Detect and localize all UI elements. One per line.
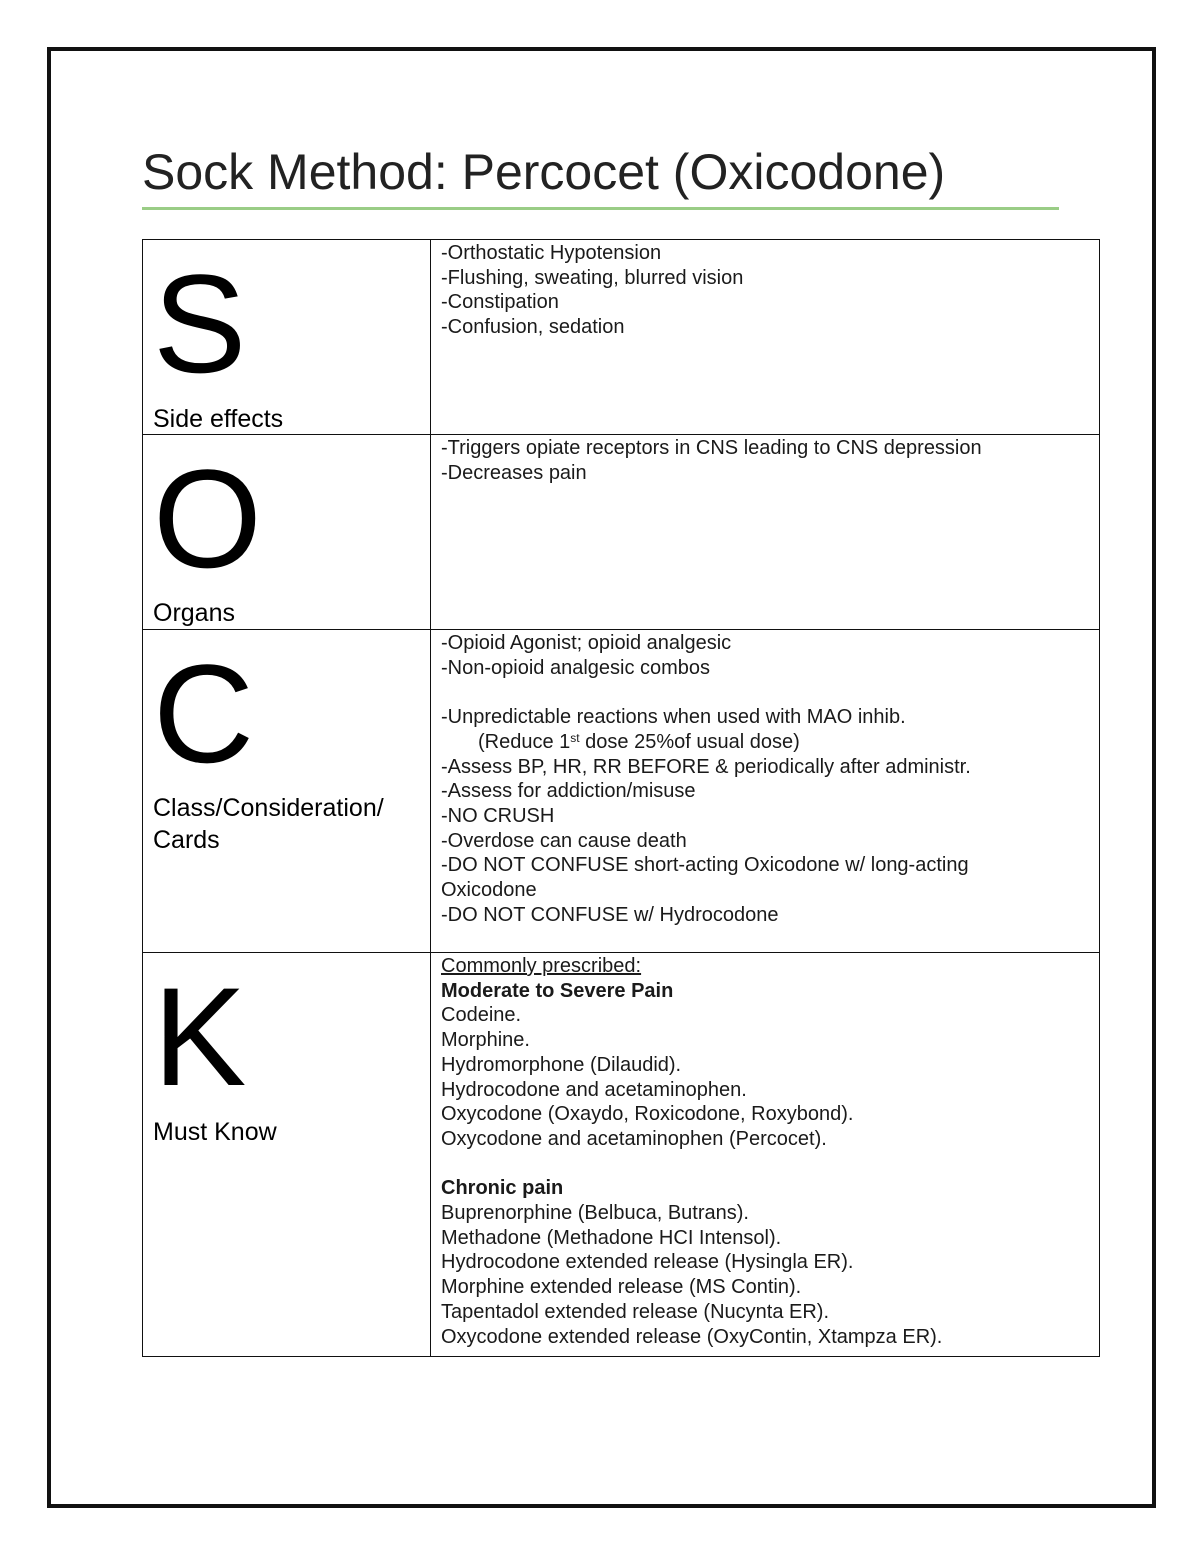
side-effects-content (431, 240, 1099, 434)
list-item: Methadone (Methadone HCI Intensol). (441, 1226, 782, 1249)
moderate-pain-heading: Moderate to Severe Pain (441, 979, 674, 1002)
list-item: Morphine extended release (MS Contin). (441, 1276, 802, 1299)
list-item: -Constipation (441, 291, 559, 314)
list-item: Oxycodone (Oxaydo, Roxicodone, Roxybond). (441, 1103, 854, 1126)
sock-letter-c: C (153, 635, 255, 792)
class-content (431, 630, 1099, 952)
list-item: Buprenorphine (Belbuca, Butrans). (441, 1202, 749, 1225)
list-item: Morphine. (441, 1029, 530, 1052)
list-item-continuation: Oxicodone (441, 879, 537, 902)
list-item: Codeine. (441, 1004, 522, 1027)
sock-label-class-line2: Cards (153, 826, 220, 854)
sock-letter-cell-s (143, 240, 431, 434)
list-item: -Assess for addiction/misuse (441, 780, 696, 803)
list-item: -NO CRUSH (441, 804, 555, 827)
sock-letter-cell-k (143, 953, 431, 1356)
list-item-note (441, 730, 1089, 755)
sock-letter-k: K (153, 958, 247, 1115)
blank-line (441, 1152, 1089, 1177)
table-row-organs (143, 435, 1099, 630)
commonly-prescribed-heading: Commonly prescribed: (441, 955, 642, 977)
list-item: Oxycodone and acetaminophen (Percocet). (441, 1127, 827, 1150)
sock-table (142, 239, 1100, 1357)
list-item: -Opioid Agonist; opioid analgesic (441, 632, 732, 654)
list-item: Hydrocodone and acetaminophen. (441, 1078, 747, 1101)
list-item: -Unpredictable reactions when used with MAO inhib. (441, 706, 906, 729)
list-item: -Assess BP, HR, RR BEFORE & periodically after administr. (441, 755, 971, 778)
note-text-start: (Reduce 1 (478, 730, 571, 753)
list-item: -Overdose can cause death (441, 829, 687, 852)
sock-letter-o: O (153, 440, 262, 597)
list-item: Tapentadol extended release (Nucynta ER). (441, 1300, 830, 1323)
sock-letter-cell-c (143, 630, 431, 952)
organs-content (431, 435, 1099, 629)
list-item: Oxycodone extended release (OxyContin, Xtampza ER). (441, 1325, 943, 1348)
sock-label-must-know: Must Know (153, 1118, 277, 1146)
list-item: -Non-opioid analgesic combos (441, 656, 711, 679)
title-underline (142, 207, 1059, 210)
ordinal-superscript: st (570, 730, 580, 745)
sock-letter-cell-o (143, 435, 431, 629)
sock-label-side-effects: Side effects (153, 405, 284, 433)
list-item: -Triggers opiate receptors in CNS leading to CNS depression (441, 437, 982, 459)
table-row-side-effects (143, 240, 1099, 435)
must-know-content (431, 953, 1099, 1356)
sock-label-organs: Organs (153, 599, 235, 627)
list-item: -DO NOT CONFUSE w/ Hydrocodone (441, 903, 779, 926)
sock-label-class-line1: Class/Consideration/ (153, 794, 384, 822)
list-item: -Decreases pain (441, 461, 587, 484)
list-item: Hydromorphone (Dilaudid). (441, 1053, 682, 1076)
list-item: Hydrocodone extended release (Hysingla ER). (441, 1251, 854, 1274)
chronic-pain-heading: Chronic pain (441, 1177, 564, 1200)
list-item: -DO NOT CONFUSE short-acting Oxicodone w/ long-acting (441, 854, 969, 877)
sock-letter-s: S (153, 245, 247, 402)
page-title: Sock Method: Percocet (Oxicodone) (142, 144, 946, 200)
list-item: -Flushing, sweating, blurred vision (441, 266, 744, 289)
note-text-end: dose 25%of usual dose) (579, 730, 800, 753)
list-item: -Confusion, sedation (441, 316, 625, 339)
list-item: -Orthostatic Hypotension (441, 242, 662, 264)
table-row-must-know (143, 953, 1099, 1357)
table-row-class (143, 630, 1099, 953)
blank-line (441, 680, 1089, 705)
